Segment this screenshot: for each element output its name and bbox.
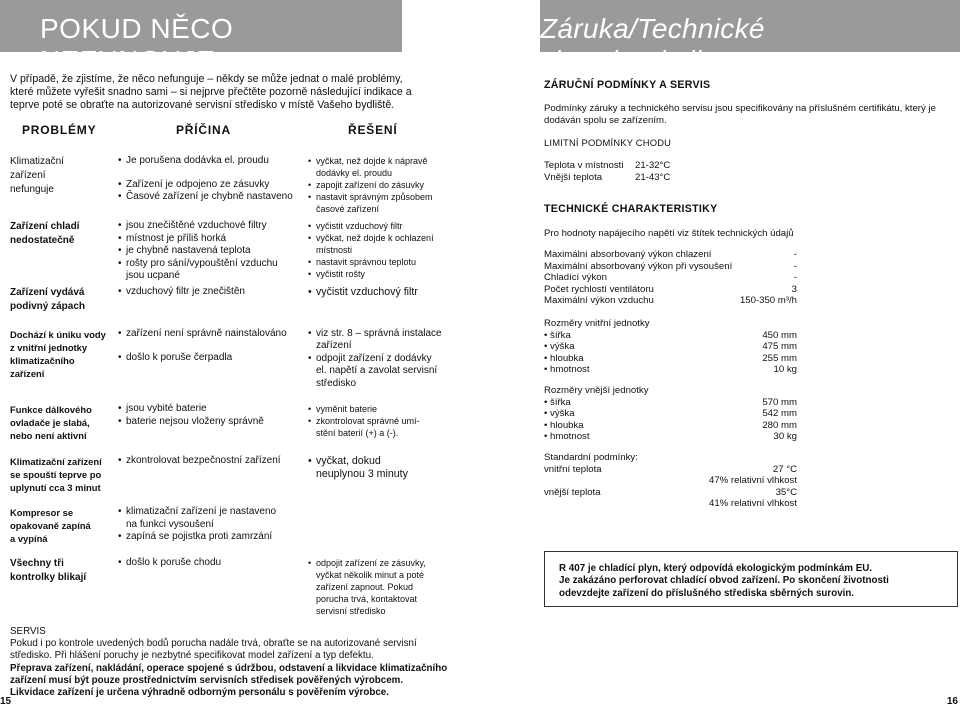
intro-paragraph: V případě, že zjistíme, že něco nefunguje – někdy se může jednat o malé problémy, které můžete vyřešit snadno sami – si nejprve přečtěte pozorně následující indikace a teprve poté se obraťte na autorizované servisní středisko v místě Vašeho bydliště. [10, 73, 412, 111]
indoor-dimensions: Rozměry vnitřní jednotky • šířka 450 mm • výška 475 mm • hloubka 255 mm • hmotnost 10 kg [544, 318, 797, 376]
tech-heading: TECHNICKÉ CHARAKTERISTIKY [544, 203, 718, 215]
outdoor-dimensions: Rozměry vnější jednotky • šířka 570 mm • výška 542 mm • hloubka 280 mm • hmotnost 30 kg [544, 385, 797, 443]
page-number-right: 16 [946, 696, 958, 707]
spec-row: • hmotnost 10 kg [544, 364, 797, 376]
problem-text: Všechny tři kontrolky blikají [10, 558, 87, 583]
spec-row: Maximální absorbovaný výkon chlazení - [544, 249, 797, 260]
problem-text: Dochází k úniku vody z vnitřní jednotky klimatizačního zařízení [10, 329, 106, 379]
spec-row: vnitřní teplota 27 °C [544, 463, 797, 475]
right-header-bar [540, 0, 960, 76]
standard-conditions: Standardní podmínky: vnitřní teplota 27 °C 47% relativní vlhkost vnější teplota 35°C 41% relativní vlhkost [544, 452, 797, 510]
servis-text: Pokud i po kontrole uvedených bodů porucha nadále trvá, obraťte se na autorizované servisní středisko. Při hlášení poruchy je nezbytné specifikovat model zařízení a typ defektu. [10, 638, 417, 662]
spec-row: Maximální výkon vzduchu 150-350 m³/h [544, 295, 797, 307]
servis-bold-text: Přeprava zařízení, nakládání, operace spojené s údržbou, odstavení a likvidace klimatizačního zařízení musí být pouze prostřednictvím servisních středisek pověřených výrobcem. Likvidace zařízení je určena výhradně odborným personálu s pověřením výrobce. [10, 662, 448, 699]
spec-row: vnější teplota 35°C [544, 486, 797, 498]
spec-row: • výška 542 mm [544, 408, 797, 420]
spec-row: Maximální absorbovaný výkon při vysoušení - [544, 260, 797, 272]
tech-specs [544, 249, 949, 307]
cause-list: • zkontrolovat bezpečnostní zařízení [118, 455, 308, 468]
servis-heading: SERVIS [10, 626, 46, 637]
cause-list: • Je porušena dodávka el. proudu • Zařízení je odpojeno ze zásuvky • Časové zařízení je chybně nastaveno [118, 155, 308, 204]
spec-row: • šířka 450 mm [544, 329, 797, 341]
refrigerant-notice-box: R 407 je chladící plyn, který odpovídá ekologickým podmínkám EU. Je zakázáno perforovat chladící obvod zařízení. Po skončení životnosti odevzdejte zařízení do příslušného střediska sběrných surovin. [544, 551, 958, 607]
spec-row: 41% relativní vlhkost [709, 498, 797, 510]
solution-list: • vyčkat, dokud neuplynou 3 minuty [308, 455, 468, 481]
limit-row: Teplota v místnosti 21-32°C [544, 160, 671, 171]
column-heading-solutions: ŘEŠENÍ [348, 123, 398, 137]
problem-text: Klimatizační zařízení se spouští teprve po uplynutí cca 3 minut [10, 456, 102, 493]
spec-row: • výška 475 mm [544, 341, 797, 353]
solution-list: • vyčistit vzduchový filtr • vyčkat, než dojde k ochlazení místnosti • nastavit správnou teplotu • vyčistit rošty [308, 220, 468, 280]
spec-row: • šířka 570 mm [544, 396, 797, 408]
cause-list: • vzduchový filtr je znečištěn [118, 286, 308, 299]
spec-row: • hmotnost 30 kg [544, 431, 797, 443]
cause-list: • jsou vybité baterie • baterie nejsou vloženy správně [118, 403, 308, 428]
spec-row: • hloubka 255 mm [544, 352, 797, 364]
solution-list: • vyčkat, než dojde k nápravě dodávky el. proudu • zapojit zařízení do zásuvky • nastavit správným způsobem časové zařízení [308, 155, 468, 215]
cause-list: • zařízení není správně nainstalováno • došlo k poruše čerpadla [118, 328, 308, 364]
limits-heading: LIMITNÍ PODMÍNKY CHODU [544, 137, 672, 148]
warranty-heading: ZÁRUČNÍ PODMÍNKY A SERVIS [544, 79, 711, 91]
tech-note: Pro hodnoty napájecího napětí viz štítek technických údajů [544, 228, 794, 239]
spec-row: Chladící výkon - [544, 272, 797, 284]
left-page-title: POKUD NĚCO NEFUNGUJE [40, 13, 234, 76]
problem-text: Kompresor se opakovaně zapíná a vypíná [10, 507, 91, 544]
problem-text: Funkce dálkového ovladače je slabá, nebo není aktivní [10, 404, 92, 441]
problem-text: Zařízení chladí nedostatečně [10, 221, 80, 246]
solution-list: • viz str. 8 – správná instalace zařízení • odpojit zařízení z dodávky el. napětí a zavolat servisní středisko [308, 328, 468, 390]
solution-list: • vyčistit vzduchový filtr [308, 286, 468, 299]
limits-list [544, 160, 949, 183]
warranty-text: Podmínky záruky a technického servisu jsou specifikovány na příslušném certifikátu, který je dodáván spolu se zařízením. [544, 103, 936, 126]
solution-list: • odpojit zařízení ze zásuvky, vyčkat několik minut a poté zařízení zapnout. Pokud porucha trvá, kontaktovat servisní středisko [308, 557, 468, 617]
page-number-left: 15 [0, 696, 12, 707]
cause-list: • jsou znečištěné vzduchové filtry • místnost je příliš horká • je chybně nastavená teplota • rošty pro sání/vypouštění vzduchu jsou ucpané [118, 220, 308, 283]
left-header-bar [0, 0, 402, 76]
problem-text: Zařízení vydává podivný zápach [10, 287, 86, 312]
servis-section [10, 626, 450, 699]
problem-text: Klimatizační zařízení nefunguje [10, 156, 64, 195]
right-page-title: Záruka/Technické charakteristiky [540, 13, 765, 76]
spec-row: • hloubka 280 mm [544, 419, 797, 431]
spec-row: Počet rychlostí ventilátoru 3 [544, 283, 797, 295]
solution-list: • vyměnit baterie • zkontrolovat správné umí- stění baterií (+) a (-). [308, 403, 468, 439]
column-heading-problems: PROBLÉMY [22, 123, 97, 137]
cause-list: • klimatizační zařízení je nastaveno na funkci vysoušení • zapíná se pojistka proti zamrzání [118, 506, 308, 544]
limit-row: Vnější teplota 21-43°C [544, 171, 671, 183]
cause-list: • došlo k poruše chodu [118, 557, 308, 570]
spec-row: 47% relativní vlhkost [709, 475, 797, 487]
column-heading-causes: PŘÍČINA [176, 123, 231, 137]
